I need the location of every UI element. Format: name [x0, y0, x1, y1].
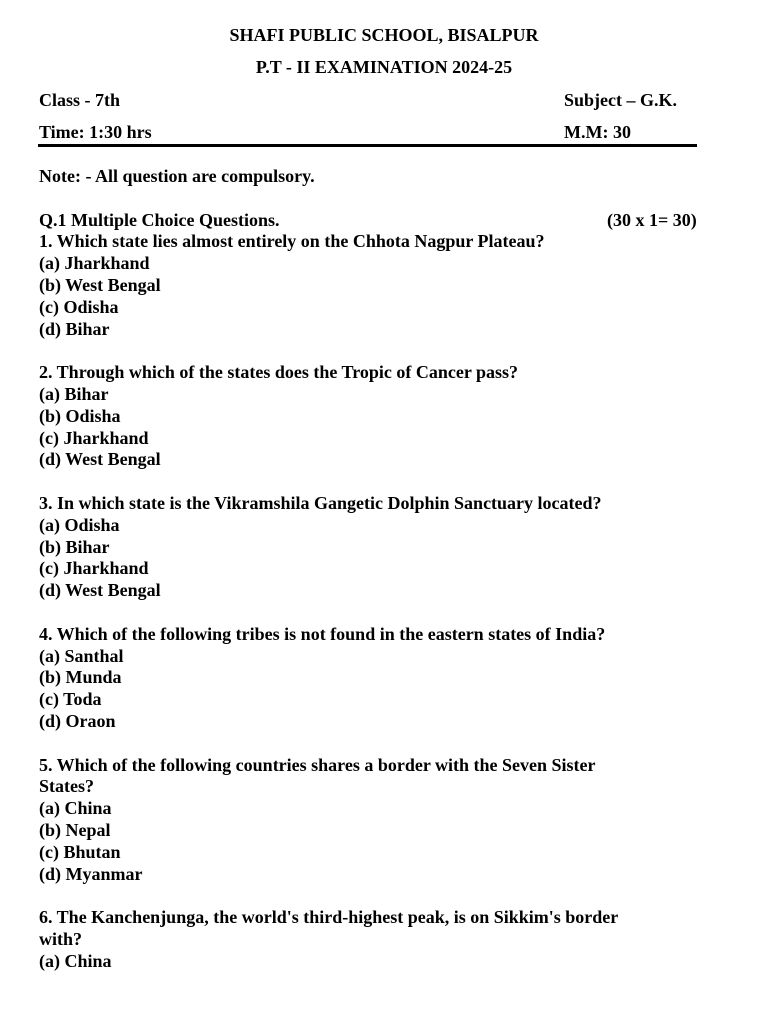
- answer-option: (a) Bihar: [39, 383, 109, 404]
- class-label: Class - 7th: [39, 90, 121, 110]
- question-text: 3. In which state is the Vikramshila Gangetic Dolphin Sanctuary located?: [39, 492, 602, 513]
- spacer: [39, 602, 719, 624]
- time-label: Time: 1:30 hrs: [39, 122, 152, 142]
- answer-option: (c) Jharkhand: [39, 558, 149, 579]
- section-marks: (30 x 1= 30): [607, 209, 697, 230]
- spacer: [39, 885, 719, 907]
- answer-option: (b) West Bengal: [39, 274, 161, 295]
- max-marks-label: M.M: 30: [564, 122, 631, 142]
- question-block: [39, 907, 719, 972]
- spacer: [39, 471, 719, 493]
- question-text: 1. Which state lies almost entirely on the Chhota Nagpur Plateau?: [39, 231, 545, 252]
- question-text: 2. Through which of the states does the Tropic of Cancer pass?: [39, 362, 519, 383]
- answer-option: (b) Nepal: [39, 819, 111, 840]
- answer-option: (a) China: [39, 950, 112, 971]
- answer-option: (d) Myanmar: [39, 863, 143, 884]
- question-block: [39, 362, 719, 493]
- school-name: SHAFI PUBLIC SCHOOL, BISALPUR: [229, 25, 539, 45]
- subject-label: Subject – G.K.: [564, 90, 678, 110]
- note-text: Note: - All question are compulsory.: [39, 166, 315, 186]
- question-text: States?: [39, 776, 94, 797]
- spacer: [39, 733, 719, 755]
- exam-title: P.T - II EXAMINATION 2024-25: [255, 57, 513, 77]
- question-block: [39, 755, 719, 908]
- question-body: [39, 166, 719, 972]
- spacer: [39, 188, 719, 210]
- section-title: Q.1 Multiple Choice Questions.: [39, 209, 280, 230]
- answer-option: (a) China: [39, 798, 112, 819]
- question-text: with?: [39, 928, 83, 949]
- question-text: 4. Which of the following tribes is not found in the eastern states of India?: [39, 623, 606, 644]
- answer-option: (d) Bihar: [39, 318, 110, 339]
- answer-option: (d) West Bengal: [39, 449, 161, 470]
- answer-option: (d) Oraon: [39, 710, 116, 731]
- answer-option: (b) Bihar: [39, 536, 110, 557]
- answer-option: (b) Odisha: [39, 405, 121, 426]
- answer-option: (d) West Bengal: [39, 580, 161, 601]
- question-block: [39, 493, 719, 624]
- section-header: [39, 210, 719, 232]
- spacer: [39, 340, 719, 362]
- answer-option: (c) Odisha: [39, 296, 119, 317]
- answer-option: (a) Odisha: [39, 514, 120, 535]
- answer-option: (a) Santhal: [39, 645, 124, 666]
- answer-option: (c) Jharkhand: [39, 427, 149, 448]
- question-block: [39, 231, 719, 362]
- answer-option: (a) Jharkhand: [39, 253, 150, 274]
- question-text: 6. The Kanchenjunga, the world's third-highest peak, is on Sikkim's border: [39, 907, 619, 928]
- header-divider: [38, 144, 697, 147]
- answer-option: (c) Bhutan: [39, 841, 121, 862]
- question-list: [39, 231, 719, 972]
- question-block: [39, 624, 719, 755]
- answer-option: (b) Munda: [39, 667, 122, 688]
- answer-option: (c) Toda: [39, 689, 102, 710]
- question-text: 5. Which of the following countries shares a border with the Seven Sister: [39, 754, 596, 775]
